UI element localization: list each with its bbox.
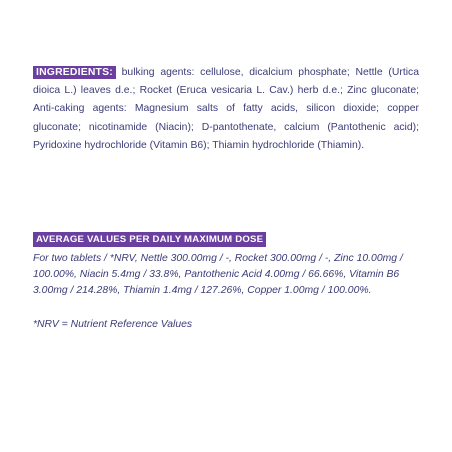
ingredients-text: bulking agents: cellulose, dicalcium phosphate; Nettle (Urtica dioica L.) leaves d.e.; Rocket (Eruca vesicaria L. Cav.) herb d.e.; Zinc gluconate; Anti-caking agents: Magnesium salts of fatty acids, silicon dioxide; copper gluconate; nicotinamide (Niacin); D-pantothenate, calcium (Pantothenic acid); Pyridoxine hydrochloride (Vitamin B6); Thiamin hydrochloride (Thiamin). [33, 67, 419, 151]
ingredients-label: INGREDIENTS: [33, 66, 116, 79]
average-values-header: AVERAGE VALUES PER DAILY MAXIMUM DOSE [33, 232, 266, 247]
average-values-text: For two tablets / *NRV, Nettle 300.00mg / -, Rocket 300.00mg / -, Zinc 10.00mg / 100.00%, Niacin 5.4mg / 33.8%, Pantothenic Acid 4.00mg / 66.66%, Vitamin B6 3.00mg / 214.28%, Thiamin 1.4mg / 127.26%, Copper 1.00mg / 100.00%. [33, 253, 403, 296]
ingredients-paragraph [33, 64, 419, 155]
nrv-footnote: *NRV = Nutrient Reference Values [33, 319, 193, 330]
